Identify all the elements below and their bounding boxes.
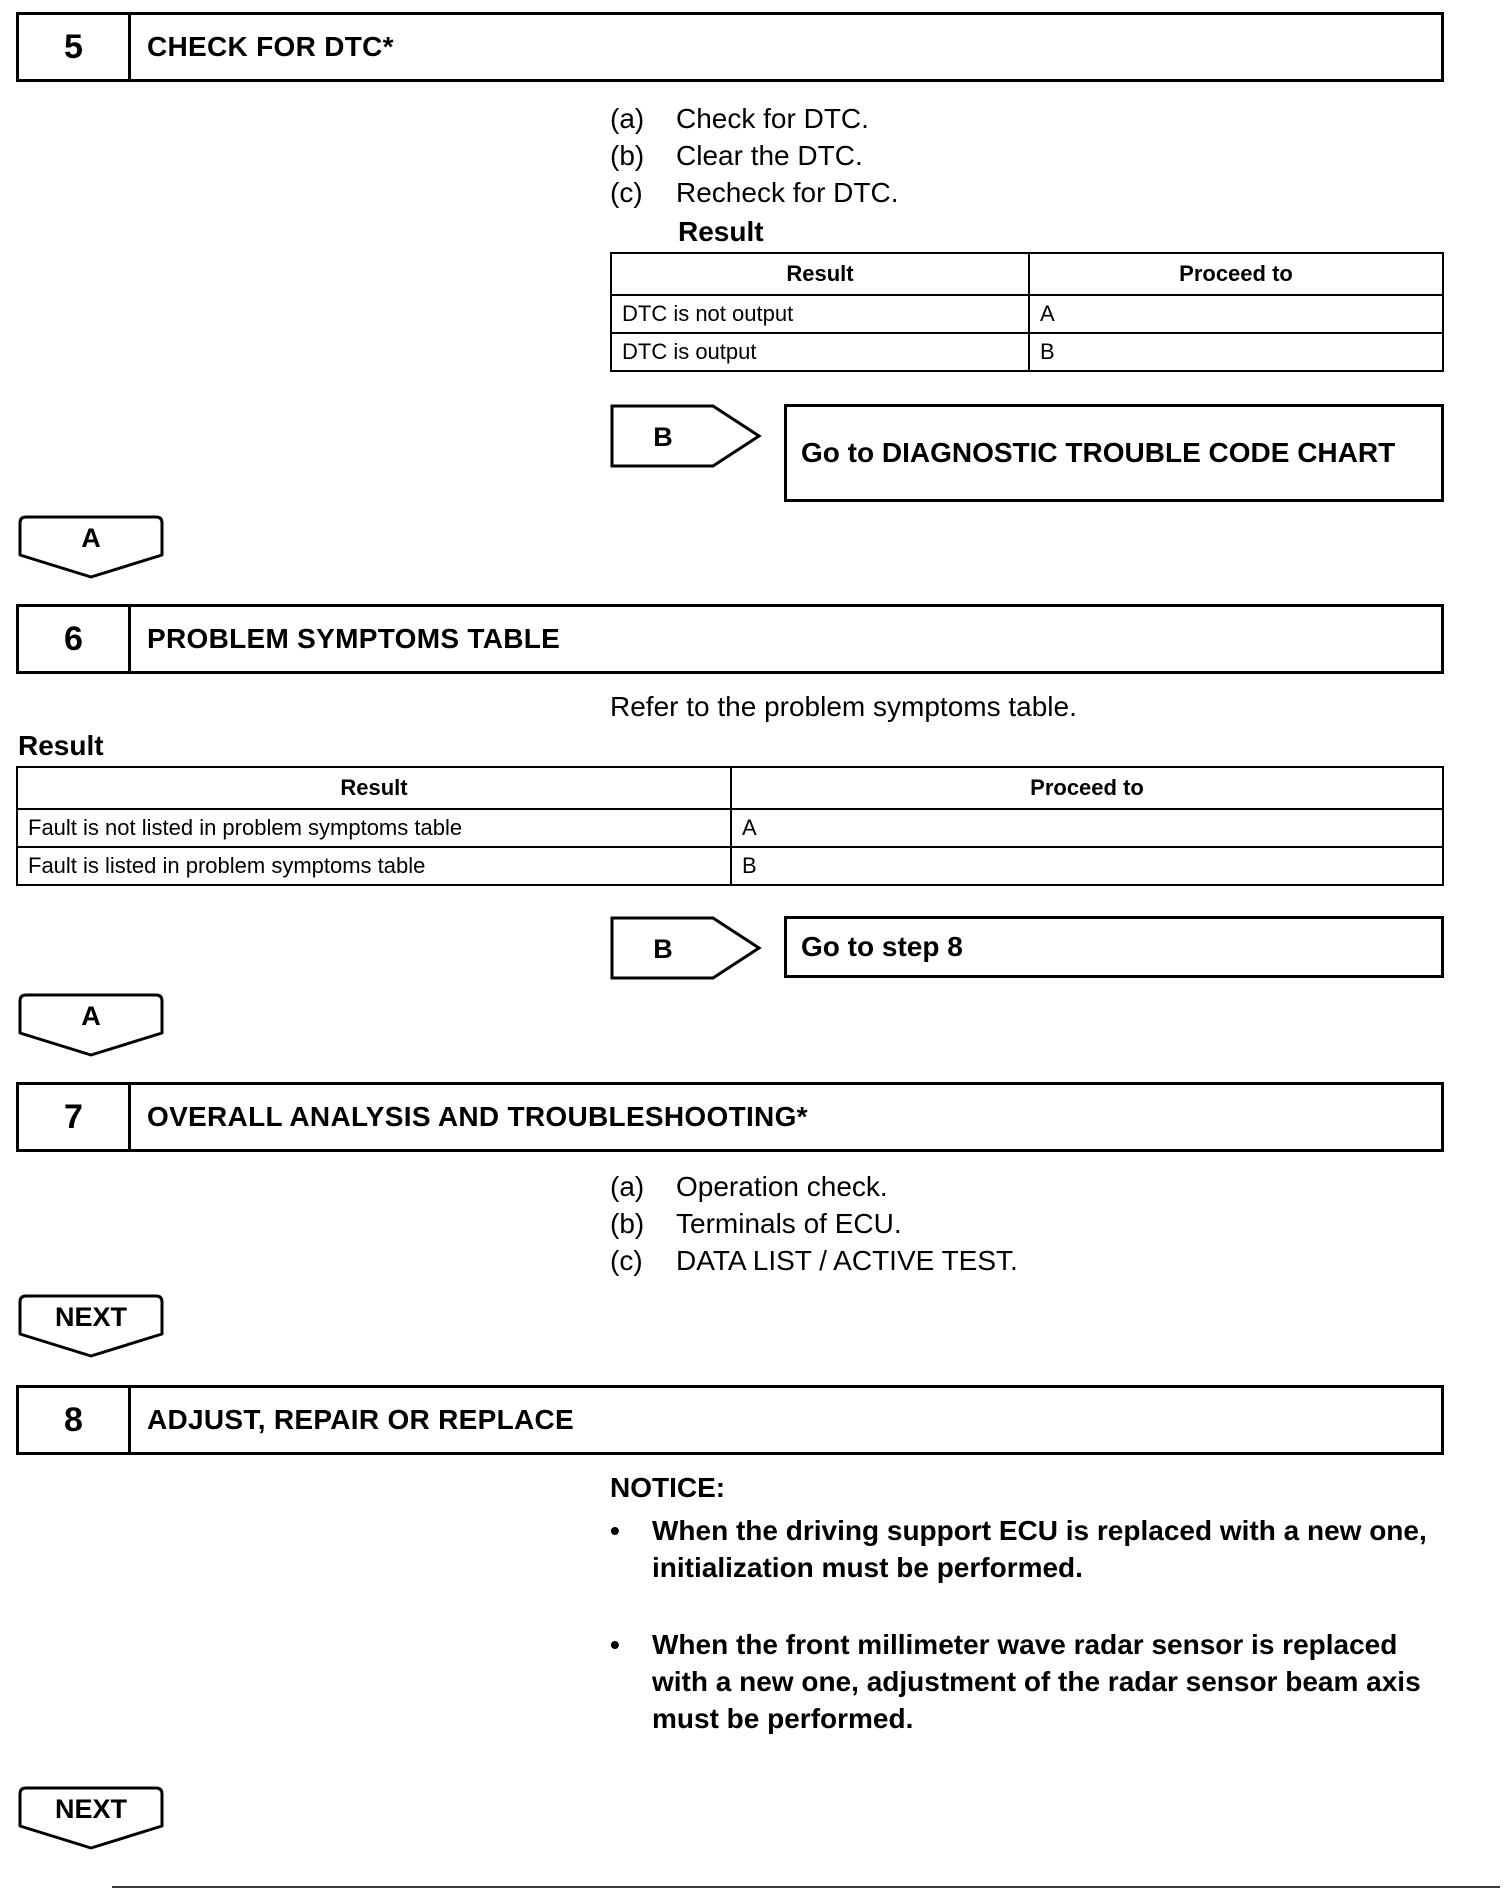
page-footer-rule (112, 1886, 1500, 1888)
step-title: ADJUST, REPAIR OR REPLACE (147, 1404, 575, 1435)
result-cell: DTC is output (611, 333, 1029, 371)
substep-text: Recheck for DTC. (676, 177, 899, 208)
branch-label: B (653, 422, 673, 452)
b-arrow-icon (610, 916, 762, 980)
step-title: PROBLEM SYMPTOMS TABLE (147, 623, 561, 654)
result-table-step5 (610, 252, 1444, 372)
substep-text: DATA LIST / ACTIVE TEST. (676, 1245, 1018, 1276)
substep-item (610, 100, 1504, 137)
result-cell: DTC is not output (611, 295, 1029, 333)
notice-item (610, 1626, 1432, 1737)
branch-row (610, 404, 1444, 502)
table-row (17, 847, 1443, 885)
table-header-proceed-to: Proceed to (731, 767, 1443, 809)
table-row (611, 295, 1443, 333)
notice-text: When the driving support ECU is replaced with a new one, initialization must be performed. (652, 1515, 1427, 1583)
branch-row (610, 916, 1444, 980)
notice-block (610, 1469, 1432, 1737)
connector-next-icon (17, 1785, 165, 1851)
notice-heading: NOTICE: (610, 1472, 726, 1503)
substep-label: (a) (610, 1171, 645, 1202)
proceed-to-cell: A (1029, 295, 1443, 333)
substep-list (610, 100, 1504, 211)
substep-label: (b) (610, 140, 645, 171)
result-table-step6 (16, 766, 1444, 886)
step-title: CHECK FOR DTC* (147, 31, 394, 62)
step-number: 5 (19, 15, 131, 79)
proceed-to-cell: B (1029, 333, 1443, 371)
table-row (611, 333, 1443, 371)
substep-label: (c) (610, 1245, 643, 1276)
table-header-proceed-to: Proceed to (1029, 253, 1443, 295)
connector-a-icon (17, 514, 165, 580)
step-number: 8 (19, 1388, 131, 1452)
notice-item (610, 1512, 1432, 1586)
branch-action-text: Go to DIAGNOSTIC TROUBLE CODE CHART (801, 437, 1396, 468)
substep-item (610, 1242, 1504, 1279)
branch-action-text: Go to step 8 (801, 931, 963, 962)
connector-a-icon (17, 992, 165, 1058)
branch-action-box (784, 916, 1444, 978)
result-cell: Fault is listed in problem symptoms table (17, 847, 731, 885)
branch-action-box (784, 404, 1444, 502)
step-8-header (16, 1385, 1444, 1455)
substep-label: (b) (610, 1208, 645, 1239)
substep-text: Clear the DTC. (676, 140, 863, 171)
branch-label: B (653, 934, 673, 964)
connector-label: A (81, 1001, 101, 1031)
substep-item (610, 137, 1504, 174)
step-instruction: Refer to the problem symptoms table. (610, 691, 1077, 722)
table-header-row (17, 767, 1443, 809)
substep-text: Operation check. (676, 1171, 888, 1202)
substep-label: (a) (610, 103, 645, 134)
substep-item (610, 1205, 1504, 1242)
connector-label: NEXT (54, 1302, 128, 1332)
notice-text: When the front millimeter wave radar sensor is replaced with a new one, adjustment of the radar sensor beam axis must be performed. (652, 1629, 1421, 1734)
b-arrow-icon (610, 404, 762, 468)
result-heading: Result (678, 216, 764, 247)
step-5-header (16, 12, 1444, 82)
substep-text: Check for DTC. (676, 103, 869, 134)
result-cell: Fault is not listed in problem symptoms table (17, 809, 731, 847)
table-header-result: Result (611, 253, 1029, 295)
table-row (17, 809, 1443, 847)
result-heading: Result (18, 730, 104, 761)
bullet-icon: • (610, 1629, 620, 1660)
step-number: 6 (19, 607, 131, 671)
step-number: 7 (19, 1085, 131, 1149)
step-title: OVERALL ANALYSIS AND TROUBLESHOOTING* (147, 1101, 808, 1132)
bullet-icon: • (610, 1515, 620, 1546)
table-header-result: Result (17, 767, 731, 809)
substep-item (610, 174, 1504, 211)
step-6-header (16, 604, 1444, 674)
proceed-to-cell: B (731, 847, 1443, 885)
substep-label: (c) (610, 177, 643, 208)
connector-label: NEXT (54, 1794, 128, 1824)
table-header-row (611, 253, 1443, 295)
substep-item (610, 1168, 1504, 1205)
substep-text: Terminals of ECU. (676, 1208, 902, 1239)
step-7-header (16, 1082, 1444, 1152)
connector-next-icon (17, 1293, 165, 1359)
connector-label: A (81, 523, 101, 553)
substep-list (610, 1168, 1504, 1279)
proceed-to-cell: A (731, 809, 1443, 847)
